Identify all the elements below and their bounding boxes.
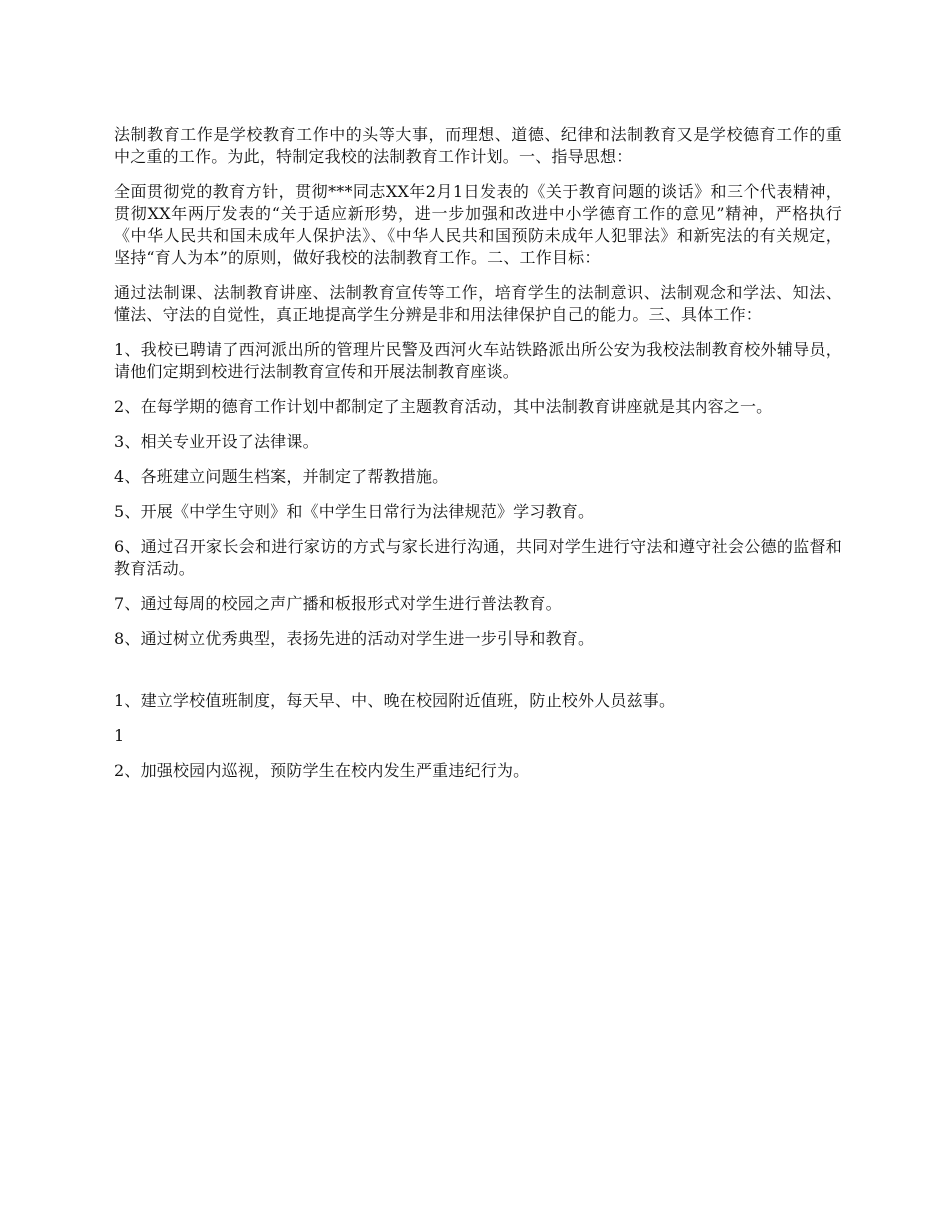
section-gap [114, 663, 842, 690]
list-item: 2、加强校园内巡视，预防学生在校内发生严重违纪行为。 [114, 761, 530, 780]
list-item: 3、相关专业开设了法律课。 [114, 432, 319, 451]
paragraph-guiding-thought: 全面贯彻党的教育方针，贯彻***同志XX年2月1日发表的《关于教育问题的谈话》和三个代表精神，贯彻XX年两厅发表的“关于适应新形势，进一步加强和改进中小学德育工作的意见”精神，严格执行《中华人民共和国未成年人保护法》、《中华人民共和国预防未成年人犯罪法》和新宪法的有关规定，坚持“育人为本”的原则，做好我校的法制教育工作。二、工作目标： [114, 182, 842, 267]
list-item: 2、在每学期的德育工作计划中都制定了主题教育活动，其中法制教育讲座就是其内容之一。 [114, 397, 773, 416]
paragraph-intro: 法制教育工作是学校教育工作中的头等大事，而理想、道德、纪律和法制教育又是学校德育工作的重中之重的工作。为此，特制定我校的法制教育工作计划。一、指导思想： [114, 125, 842, 166]
list-item: 5、开展《中学生守则》和《中学生日常行为法律规范》学习教育。 [114, 502, 595, 521]
list-item: 1、我校已聘请了西河派出所的管理片民警及西河火车站铁路派出所公安为我校法制教育校外辅导员，请他们定期到校进行法制教育宣传和开展法制教育座谈。 [114, 340, 842, 381]
list-item: 7、通过每周的校园之声广播和板报形式对学生进行普法教育。 [114, 594, 562, 613]
paragraph-work-goals: 通过法制课、法制教育讲座、法制教育宣传等工作，培育学生的法制意识、法制观念和学法、知法、懂法、守法的自觉性，真正地提高学生分辨是非和用法律保护自己的能力。三、具体工作： [114, 283, 842, 324]
list-item: 1、建立学校值班制度，每天早、中、晚在校园附近值班，防止校外人员兹事。 [114, 691, 676, 710]
document-body [114, 124, 842, 795]
list-item: 8、通过树立优秀典型，表扬先进的活动对学生进一步引导和教育。 [114, 629, 595, 648]
list-item: 6、通过召开家长会和进行家访的方式与家长进行沟通，共同对学生进行守法和遵守社会公德的监督和教育活动。 [114, 537, 842, 578]
list-item: 4、各班建立问题生档案，并制定了帮教措施。 [114, 467, 449, 486]
page-number: 1 [114, 726, 125, 745]
